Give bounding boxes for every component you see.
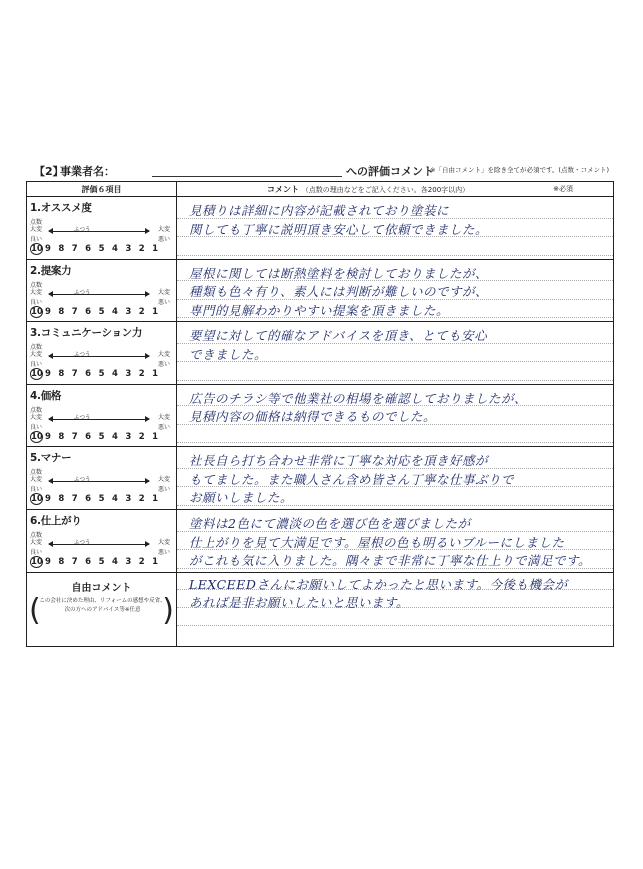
score-option[interactable]: 2 — [138, 306, 145, 317]
free-comment-field[interactable] — [177, 573, 613, 646]
scale-arrow — [49, 294, 149, 295]
score-option[interactable]: 6 — [85, 369, 92, 380]
score-label: 点数 — [30, 406, 43, 414]
comment-field[interactable] — [177, 322, 613, 384]
evaluation-form — [26, 181, 614, 647]
scale-bad-label: 悪い — [157, 423, 170, 431]
scale-normal-label: ふつう — [74, 289, 91, 296]
handwritten-comment-line: 関しても丁寧に説明頂き安心して依頼できました。 — [189, 221, 489, 237]
score-option[interactable]: 3 — [125, 557, 132, 567]
evaluation-item-cell — [27, 510, 177, 572]
evaluation-item-cell — [27, 447, 177, 509]
handwritten-comment-line: 要望に対して的確なアドバイスを頂き、とても安心 — [189, 328, 488, 344]
handwritten-comment-line: がこれも気に入りました。隅々まで非常に丁寧な仕上りで満足です。 — [189, 553, 592, 568]
score-option[interactable]: 6 — [85, 306, 92, 317]
scale-arrow — [49, 481, 149, 482]
score-option[interactable]: 9 — [45, 494, 51, 505]
scale-normal-label: ふつう — [74, 477, 91, 484]
score-option-selected[interactable]: 10 — [31, 369, 43, 380]
score-option[interactable]: 7 — [71, 431, 78, 442]
free-comment-line-1: LEXCEEDさんにお願いしてよかったと思います。今後も機会が — [189, 577, 568, 592]
scale-good-label: 良い — [30, 236, 43, 243]
scale-great-label: 大変 — [30, 351, 43, 359]
score-scale — [30, 431, 176, 443]
score-option[interactable]: 8 — [58, 494, 65, 505]
score-scale — [30, 306, 176, 318]
comment-field[interactable] — [177, 197, 613, 259]
score-option[interactable]: 6 — [85, 494, 92, 505]
score-option-selected[interactable]: 10 — [31, 431, 43, 442]
free-comment-row — [27, 573, 613, 646]
score-label: 点数 — [30, 281, 43, 289]
score-scale — [30, 556, 176, 568]
scale-arrow — [49, 231, 149, 232]
score-option[interactable]: 2 — [138, 494, 145, 505]
scale-good-label: 良い — [30, 486, 43, 494]
score-option[interactable]: 4 — [111, 494, 118, 505]
score-scale — [30, 368, 176, 380]
right-bracket: ) — [162, 593, 174, 628]
scale-great-label: 大変 — [30, 476, 43, 484]
free-comment-line-2: あれば是非お願いしたいと思います。 — [189, 595, 410, 610]
handwritten-comment-line: 社長自ら打ち合わせ非常に丁寧な対応を頂き好感が — [189, 453, 489, 469]
item-title: 5.マナー — [30, 452, 72, 465]
comment-header-label: コメント — [267, 185, 299, 194]
left-bracket: ( — [29, 593, 41, 628]
comment-field[interactable] — [177, 260, 613, 322]
score-option[interactable]: 5 — [98, 431, 105, 442]
ruled-line — [177, 380, 613, 381]
form-header — [34, 163, 634, 179]
score-option[interactable]: 4 — [111, 557, 118, 567]
score-label: 点数 — [30, 469, 43, 477]
score-option[interactable]: 5 — [98, 369, 105, 380]
comment-header-sub: （点数の理由などをご記入ください。各200字以内） — [301, 186, 470, 194]
score-option[interactable]: 1 — [152, 244, 159, 254]
handwritten-comment-line: 広告のチラシ等で他業社の相場を確認しておりましたが、 — [189, 390, 528, 406]
score-option[interactable]: 3 — [125, 369, 132, 380]
scale-great-label: 大変 — [157, 351, 170, 359]
item-title: 2.提案力 — [30, 264, 72, 277]
section-number: 【2】 — [34, 165, 64, 178]
scale-bad-label: 悪い — [157, 298, 170, 306]
scale-great-label: 大変 — [157, 413, 170, 421]
evaluation-row — [27, 510, 613, 573]
scale-normal-label: ふつう — [74, 227, 91, 233]
ruled-line — [177, 255, 613, 256]
comment-field[interactable] — [177, 385, 613, 447]
scale-great-label: 大変 — [30, 539, 43, 546]
score-option[interactable]: 5 — [98, 557, 105, 567]
scale-bad-label: 悪い — [157, 549, 170, 556]
evaluation-title: への評価コメント — [346, 165, 434, 178]
score-option[interactable]: 7 — [71, 494, 78, 505]
score-option[interactable]: 9 — [45, 244, 51, 254]
scale-good-label: 良い — [30, 549, 43, 556]
ruled-line — [177, 442, 613, 443]
score-scale — [30, 493, 176, 505]
scale-great-label: 大変 — [157, 539, 170, 546]
scale-good-label: 良い — [30, 423, 43, 431]
evaluation-row — [27, 322, 613, 385]
score-option[interactable]: 8 — [58, 431, 65, 442]
score-option[interactable]: 5 — [98, 306, 105, 317]
item-title: 6.仕上がり — [30, 515, 82, 527]
score-option-selected[interactable]: 10 — [31, 244, 43, 254]
score-option[interactable]: 8 — [58, 244, 65, 254]
score-option[interactable]: 3 — [125, 494, 132, 505]
score-option[interactable]: 9 — [45, 557, 51, 567]
score-option[interactable]: 7 — [71, 369, 78, 380]
score-option[interactable]: 2 — [138, 244, 145, 254]
scale-bad-label: 悪い — [157, 236, 170, 243]
score-option[interactable]: 1 — [152, 369, 159, 380]
score-option[interactable]: 6 — [85, 431, 92, 442]
handwritten-comment-line: 見積りは詳細に内容が記載されており塗装に — [189, 203, 450, 218]
scale-bottom-labels — [30, 547, 170, 555]
score-scale — [30, 243, 176, 255]
scale-normal-label: ふつう — [74, 414, 91, 421]
item-title: 3.コミュニケーション力 — [30, 327, 143, 340]
scale-bottom-labels — [30, 422, 170, 430]
scale-bottom-labels — [30, 297, 170, 305]
item-title: 4.価格 — [30, 389, 62, 402]
score-option[interactable]: 6 — [85, 557, 92, 567]
handwritten-comment-line: 見積内容の価格は納得できるものでした。 — [189, 409, 437, 425]
score-option[interactable]: 3 — [125, 306, 132, 317]
score-option[interactable]: 5 — [98, 244, 105, 254]
handwritten-comment-line: 仕上がりを見て大満足です。屋根の色も明るいブルーにしました — [189, 534, 565, 550]
company-name-label: 事業者名： — [60, 165, 115, 178]
evaluation-row — [27, 260, 613, 323]
score-option[interactable]: 4 — [111, 306, 118, 317]
handwritten-comment-line: 専門的見解わかりやすい提案を頂きました。 — [189, 302, 450, 318]
scale-good-label: 良い — [30, 298, 43, 306]
score-option[interactable]: 7 — [71, 244, 78, 254]
scale-great-label: 大変 — [157, 226, 170, 233]
handwritten-comment-line: お願いしました。 — [189, 490, 294, 506]
score-option-selected[interactable]: 10 — [31, 494, 43, 505]
score-option[interactable]: 8 — [58, 369, 65, 380]
handwritten-comment-line: できました。 — [189, 346, 268, 362]
score-option[interactable]: 8 — [58, 306, 65, 317]
handwritten-comment-line: 塗料は2色にて濃淡の色を選び色を選びましたが — [189, 516, 471, 531]
score-option[interactable]: 7 — [71, 557, 78, 567]
scale-bad-label: 悪い — [157, 486, 170, 494]
free-comment-description: この会社に決めた理由、リフォームの感想や反省、次の方へのアドバイス等※任意 — [39, 598, 166, 613]
score-option[interactable]: 3 — [125, 244, 132, 254]
items-column-header: 評価６項目 — [27, 182, 177, 197]
scale-great-label: 大変 — [30, 226, 43, 233]
ruled-line — [177, 625, 613, 626]
score-option[interactable]: 8 — [58, 557, 65, 567]
comment-header-required: ※必須 — [553, 185, 573, 193]
scale-bottom-labels — [30, 484, 170, 492]
item-title: 1.オススメ度 — [30, 202, 92, 214]
score-option[interactable]: 2 — [138, 557, 145, 567]
score-option[interactable]: 9 — [45, 369, 51, 380]
scale-great-label: 大変 — [30, 413, 43, 421]
handwritten-comment-line: 種類も色々有り、素人には判断が難しいのですが、 — [189, 284, 489, 300]
evaluation-item-cell — [27, 197, 177, 259]
scale-arrow — [49, 544, 149, 545]
evaluation-row — [27, 385, 613, 448]
score-option[interactable]: 3 — [125, 431, 132, 442]
handwritten-comment-line: もてました。また職人さん含め皆さん丁寧な仕事ぶりで — [189, 471, 515, 487]
evaluation-row — [27, 447, 613, 510]
score-option[interactable]: 5 — [98, 494, 105, 505]
evaluation-item-cell — [27, 322, 177, 384]
free-comment-title: 自由コメント — [71, 583, 132, 594]
score-option[interactable]: 9 — [45, 306, 51, 317]
score-option[interactable]: 1 — [152, 306, 159, 317]
score-option[interactable]: 1 — [152, 431, 159, 442]
scale-normal-label: ふつう — [74, 352, 91, 359]
score-option[interactable]: 9 — [45, 431, 51, 442]
evaluation-item-cell — [27, 385, 177, 447]
comment-field[interactable] — [177, 510, 613, 572]
score-option[interactable]: 6 — [85, 244, 92, 254]
score-option-selected[interactable]: 10 — [31, 557, 43, 567]
score-label: 点数 — [30, 532, 43, 539]
score-label: 点数 — [30, 219, 43, 226]
comment-column-header — [177, 182, 613, 197]
score-label: 点数 — [30, 344, 43, 352]
scale-great-label: 大変 — [157, 288, 170, 296]
score-option[interactable]: 4 — [111, 431, 118, 442]
required-note: ※「自由コメント」を除き全てが必須です。(点数・コメント) — [430, 166, 609, 174]
scale-bad-label: 悪い — [157, 361, 170, 369]
scale-great-label: 大変 — [157, 476, 170, 484]
scale-bottom-labels — [30, 359, 170, 367]
scale-normal-label: ふつう — [74, 540, 91, 546]
scale-good-label: 良い — [30, 361, 43, 369]
score-option[interactable]: 1 — [152, 557, 159, 567]
evaluation-row — [27, 197, 613, 260]
score-option[interactable]: 2 — [138, 369, 145, 380]
company-name-line — [152, 176, 342, 177]
scale-bottom-labels — [30, 234, 170, 242]
score-option[interactable]: 4 — [111, 244, 118, 254]
score-option[interactable]: 2 — [138, 431, 145, 442]
score-option[interactable]: 1 — [152, 494, 159, 505]
handwritten-comment-line: 屋根に関しては断熱塗料を検討しておりましたが、 — [189, 265, 489, 281]
score-option-selected[interactable]: 10 — [31, 306, 43, 317]
scale-great-label: 大変 — [30, 288, 43, 296]
comment-field[interactable] — [177, 447, 613, 509]
score-option[interactable]: 7 — [71, 306, 78, 317]
scale-arrow — [49, 419, 149, 420]
scale-arrow — [49, 356, 149, 357]
evaluation-item-cell — [27, 260, 177, 322]
free-comment-label-cell — [27, 573, 177, 646]
score-option[interactable]: 4 — [111, 369, 118, 380]
